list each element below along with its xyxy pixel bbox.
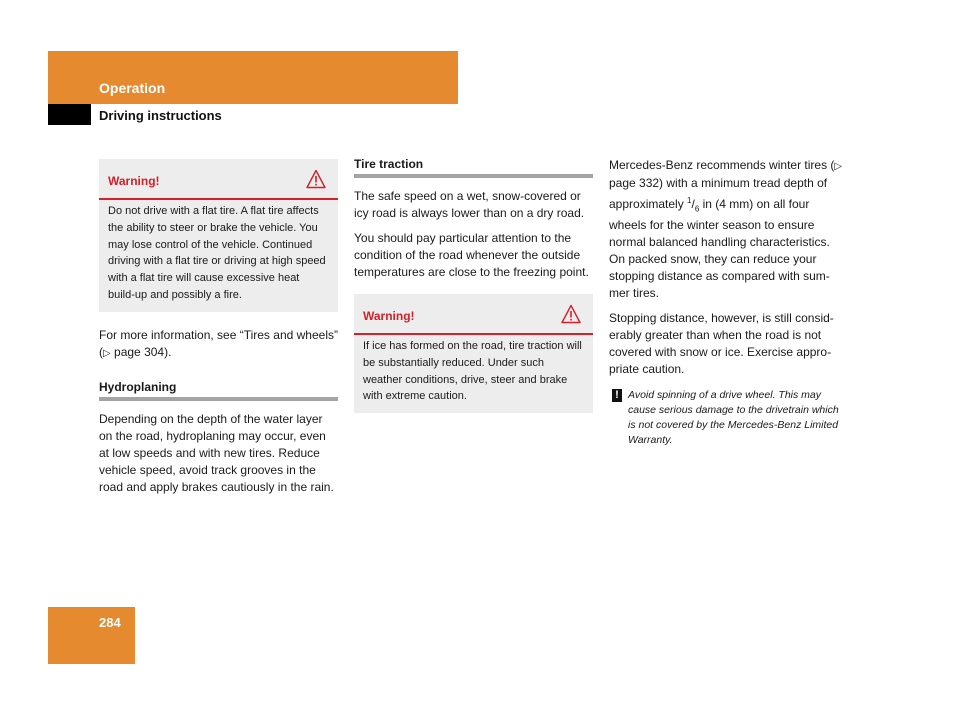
hydroplaning-text: Depending on the depth of the water layer on the road, hydroplaning may occur, even at low speeds and with new tires. Reduce vehicle speed, avoid track grooves in the road and apply brakes cautiously in the rain. — [99, 411, 334, 494]
note — [609, 388, 849, 448]
warning-body: If ice has formed on the road, tire traction will be substantially reduced. Under such weather conditions, drive, steer and brake with extreme caution. — [363, 340, 582, 403]
page-reference[interactable]: page 332) with a minimum tread depth of approximately — [609, 176, 828, 211]
more-info-text — [99, 327, 338, 362]
header-tab-marker — [48, 104, 91, 125]
page-number-box — [48, 607, 135, 664]
more-info-prefix: For more information, see “Tires and wheels” ( — [99, 327, 338, 359]
hydroplaning-heading: Hydroplaning — [99, 380, 338, 401]
warning-triangle-icon — [306, 169, 326, 189]
warning-header — [99, 159, 338, 200]
note-text: Avoid spinning of a drive wheel. This may cause serious damage to the drivetrain which is not covered by the Mercedes-Benz Limited Warranty. — [628, 389, 839, 447]
warning-title: Warning! — [363, 309, 415, 323]
warning-triangle-icon — [561, 304, 581, 324]
warning-body: Do not drive with a flat tire. A flat tire affects the ability to steer or brake the vehicle. You may lose control of the vehicle. Continued driving with a flat tire or driving at high speed with a flat tire will cause excessive heat build-up and possibly a fire. — [108, 205, 326, 301]
column-2 — [354, 157, 593, 413]
header-bar — [48, 51, 458, 104]
fraction-denominator: 6 — [694, 204, 700, 214]
stopping-distance-text: Stopping distance, however, is still consid-erably greater than when the road is not covered with snow or ice. Exercise appro-priate caution. — [609, 311, 834, 377]
subsection-title: Driving instructions — [99, 108, 222, 123]
winter-tires-text-c: in (4 mm) on all four wheels for the winter season to ensure normal balanced handling characteristics. On packed snow, they can reduce your stopping distance as compared with sum-mer tires. — [609, 197, 830, 301]
warning-header — [354, 294, 593, 335]
exclamation-icon: ! — [612, 389, 622, 402]
column-3 — [609, 157, 849, 448]
section-title: Operation — [99, 80, 166, 96]
warning-title: Warning! — [108, 174, 160, 188]
winter-tires-text-a: Mercedes-Benz recommends winter tires ( — [609, 158, 835, 172]
arrow-icon: ▷ — [103, 347, 111, 359]
fraction-slash: / — [691, 197, 695, 211]
warning-box-flat-tire — [99, 159, 338, 312]
warning-box-ice — [354, 294, 593, 413]
tire-traction-p2: You should pay particular attention to the condition of the road whenever the outside temperatures are close to the freezing point. — [354, 231, 589, 279]
tire-traction-heading: Tire traction — [354, 157, 593, 178]
column-1 — [99, 157, 338, 496]
tire-traction-p1: The safe speed on a wet, snow-covered or icy road is always lower than on a dry road. — [354, 189, 585, 220]
fraction-numerator: 1 — [687, 196, 692, 205]
arrow-icon: ▷ — [834, 161, 843, 172]
page-reference[interactable]: page 304). — [110, 344, 172, 359]
page-number: 284 — [99, 615, 121, 630]
winter-tires-text — [609, 157, 849, 302]
